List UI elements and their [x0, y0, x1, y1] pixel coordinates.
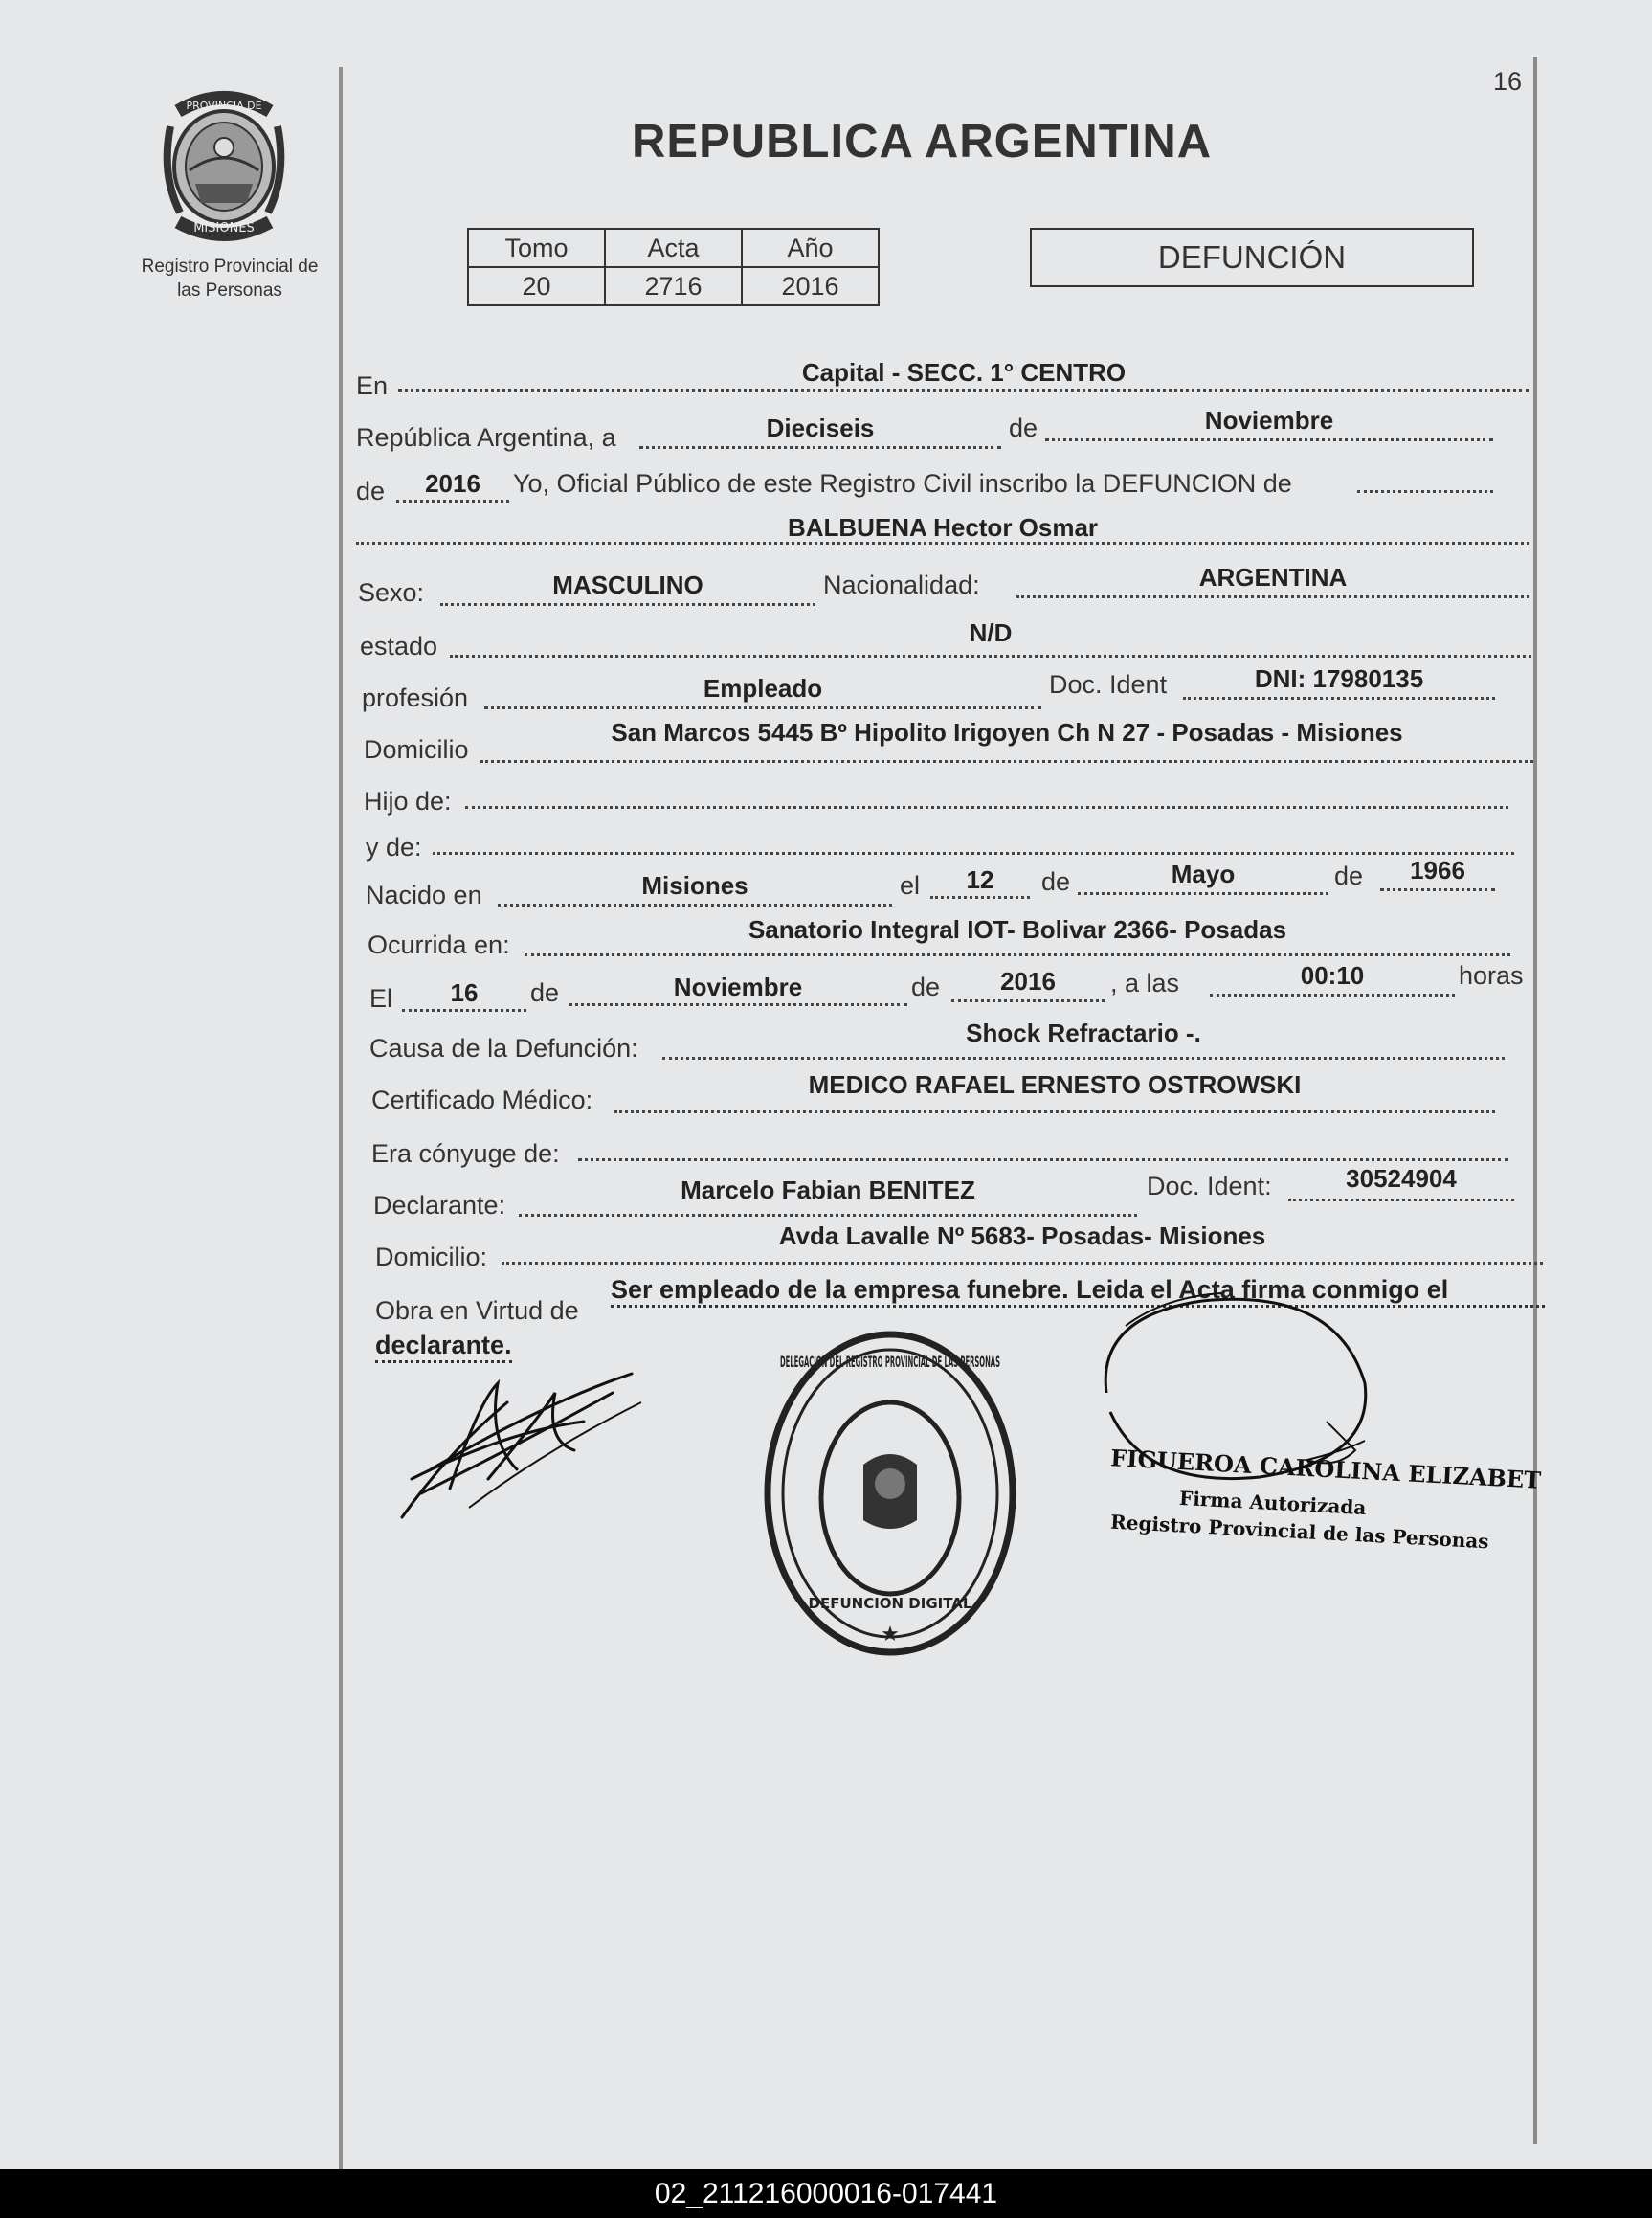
declarant-signature-icon — [392, 1364, 651, 1527]
authorized-registry: Registro Provincial de las Personas — [1109, 1510, 1490, 1554]
nacionalidad-value: ARGENTINA — [1198, 563, 1348, 592]
y-de-label: y de: — [366, 833, 422, 862]
doc-ident-label-2: Doc. Ident: — [1147, 1172, 1272, 1200]
record-table — [467, 228, 880, 306]
de-label-1: de — [1009, 414, 1038, 442]
month-dotline — [1045, 438, 1493, 441]
de-label-5: de — [530, 978, 560, 1007]
declarante-dotline — [519, 1214, 1137, 1217]
oficial-dotline — [1357, 490, 1493, 493]
header-tomo: Tomo — [468, 229, 605, 267]
header-ano: Año — [742, 229, 879, 267]
nacionalidad-dotline — [1016, 595, 1529, 598]
header-acta: Acta — [605, 229, 742, 267]
de-label-4: de — [1334, 862, 1364, 890]
misiones-crest-icon — [151, 88, 297, 241]
sexo-value: MASCULINO — [552, 571, 703, 599]
declarante-value: Marcelo Fabian BENITEZ — [681, 1176, 975, 1204]
record-type-box: DEFUNCIÓN — [1030, 228, 1474, 287]
birth-month: Mayo — [1171, 860, 1236, 888]
birth-day: 12 — [966, 865, 994, 894]
death-month: Noviembre — [673, 973, 803, 1001]
crest-bottom-text: MISIONES — [193, 221, 255, 235]
certificado-value: MEDICO RAFAEL ERNESTO OSTROWSKI — [808, 1070, 1302, 1099]
conyuge-dotline — [578, 1158, 1508, 1161]
certificado-label: Certificado Médico: — [371, 1086, 593, 1114]
birth-day-dotline — [930, 896, 1030, 899]
doc-ident-value: DNI: 17980135 — [1254, 664, 1424, 693]
de-label-2: de — [356, 477, 386, 505]
nacido-value: Misiones — [641, 871, 748, 900]
domicilio-value: San Marcos 5445 Bº Hipolito Irigoyen Ch N 27 - Posadas - Misiones — [611, 718, 1403, 747]
authorized-name: FIGUEROA CAROLINA ELIZABET — [1109, 1444, 1542, 1494]
a-las-label: , a las — [1110, 969, 1180, 997]
estado-label: estado — [360, 632, 438, 661]
month-value: Noviembre — [1204, 406, 1334, 435]
day-dotline — [639, 446, 1001, 449]
declarante-label: Declarante: — [373, 1191, 506, 1220]
domicilio-label-2: Domicilio: — [375, 1243, 488, 1271]
obra-value-2: declarante. — [375, 1331, 512, 1363]
margin-line-left — [339, 67, 343, 2169]
value-tomo: 20 — [468, 267, 605, 305]
profesion-value: Empleado — [703, 674, 823, 703]
declarante-doc-dotline — [1288, 1199, 1514, 1201]
registry-label — [115, 255, 345, 302]
republica-label: República Argentina, a — [356, 423, 616, 452]
death-month-dotline — [569, 1003, 907, 1006]
sexo-label: Sexo: — [358, 578, 425, 607]
authorized-role: Firma Autorizada — [1178, 1486, 1367, 1520]
el-label: el — [900, 871, 921, 900]
causa-label: Causa de la Defunción: — [369, 1034, 638, 1063]
de-label-3: de — [1041, 867, 1071, 896]
declarante-doc: 30524904 — [1346, 1164, 1457, 1193]
de-label-6: de — [911, 973, 941, 1001]
birth-year-dotline — [1380, 888, 1495, 891]
doc-ident-dotline — [1183, 697, 1495, 700]
death-time-dotline — [1210, 994, 1455, 997]
birth-year: 1966 — [1410, 856, 1465, 885]
value-ano: 2016 — [742, 267, 879, 305]
profesion-label: profesión — [362, 683, 469, 712]
nacido-label: Nacido en — [366, 881, 482, 909]
conyuge-label: Era cónyuge de: — [371, 1139, 560, 1168]
oficial-text: Yo, Oficial Público de este Registro Civil inscribo la DEFUNCION de — [513, 469, 1292, 498]
year-dotline — [396, 500, 509, 503]
estado-value: N/D — [969, 618, 1013, 647]
declarante-domicilio-dotline — [502, 1262, 1543, 1265]
domicilio-label: Domicilio — [364, 735, 469, 764]
deceased-name: BALBUENA Hector Osmar — [787, 513, 1099, 542]
el-label-2: El — [369, 984, 393, 1013]
death-year: 2016 — [1000, 967, 1056, 996]
ocurrida-value: Sanatorio Integral IOT- Bolivar 2366- Posadas — [748, 915, 1287, 944]
obra-label: Obra en Virtud de — [375, 1296, 579, 1325]
margin-line-right — [1533, 57, 1537, 2144]
ocurrida-dotline — [525, 953, 1510, 956]
hijo-de-label: Hijo de: — [364, 787, 452, 816]
death-day: 16 — [450, 978, 479, 1007]
doc-ident-label: Doc. Ident — [1049, 670, 1168, 699]
seal-star-icon: ★ — [881, 1623, 900, 1647]
ocurrida-label: Ocurrida en: — [368, 930, 510, 959]
record-table-value-row — [468, 267, 879, 305]
sexo-dotline — [440, 603, 815, 606]
causa-dotline — [662, 1057, 1505, 1060]
obra-value: Ser empleado de la empresa funebre. Leida el Acta firma conmigo el — [611, 1275, 1545, 1308]
value-acta: 2716 — [605, 267, 742, 305]
en-value: Capital - SECC. 1° CENTRO — [801, 358, 1127, 387]
seal-inner-text: DEFUNCION DIGITAL — [808, 1595, 972, 1612]
horas-label: horas — [1459, 961, 1524, 990]
profesion-dotline — [484, 706, 1041, 709]
nacido-dotline — [498, 904, 892, 907]
registry-line-1: Registro Provincial de — [141, 257, 319, 277]
en-label: En — [356, 371, 389, 400]
death-time: 00:10 — [1300, 961, 1365, 990]
estado-dotline — [450, 655, 1531, 658]
birth-month-dotline — [1078, 892, 1328, 895]
footer-code: 02_211216000016-017441 — [0, 2169, 1652, 2218]
death-year-dotline — [951, 999, 1105, 1002]
day-value: Dieciseis — [766, 414, 875, 442]
crest-top-text: PROVINCIA DE — [186, 100, 262, 112]
certificado-dotline — [614, 1110, 1495, 1113]
en-dotline — [398, 389, 1529, 392]
seal-outer-text: DELEGACION DEL REGISTRO PROVINCIAL DE LAS PERSONAS — [780, 1353, 1000, 1371]
causa-value: Shock Refractario -. — [966, 1019, 1201, 1047]
official-seal-icon — [756, 1321, 1024, 1666]
page-title: REPUBLICA ARGENTINA — [632, 116, 1213, 168]
registry-line-2: las Personas — [177, 280, 282, 301]
nacionalidad-label: Nacionalidad: — [823, 571, 980, 599]
hijo-de-dotline — [465, 806, 1508, 809]
year-value: 2016 — [425, 469, 480, 498]
declarante-domicilio: Avda Lavalle Nº 5683- Posadas- Misiones — [778, 1221, 1266, 1250]
domicilio-dotline — [480, 760, 1533, 763]
page-number: 16 — [1493, 67, 1523, 96]
death-day-dotline — [402, 1009, 526, 1012]
record-table-header-row — [468, 229, 879, 267]
y-de-dotline — [433, 852, 1514, 855]
